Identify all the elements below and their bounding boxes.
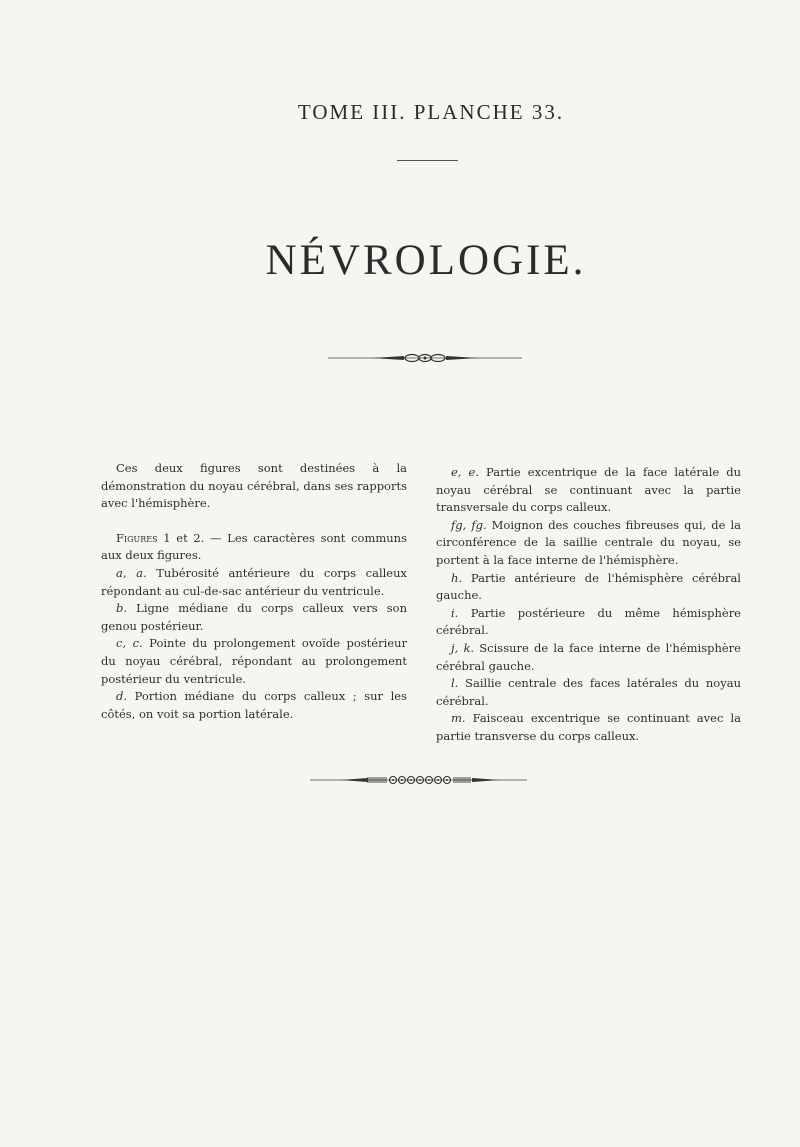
short-rule — [397, 160, 458, 161]
legend-key: l. — [451, 676, 459, 691]
legend-item-d — [101, 688, 407, 723]
legend-key: d. — [116, 689, 128, 704]
page-title: NÉVROLOGIE. — [265, 237, 587, 284]
plate-heading: TOME III. PLANCHE 33. — [297, 100, 565, 124]
legend-text: Scissure de la face interne de l'hémisphère cérébral gauche. — [436, 640, 741, 673]
figures-label: Figures — [116, 530, 158, 545]
legend-key: m. — [451, 711, 466, 726]
legend-item-jk — [436, 640, 741, 675]
legend-item-h — [436, 570, 741, 605]
legend-item-m — [436, 710, 741, 745]
left-column — [101, 460, 407, 723]
legend-key: a, a. — [116, 565, 147, 580]
ornament-divider-bottom — [0, 772, 800, 788]
intro-paragraph: Ces deux figures sont destinées à la démonstration du noyau cérébral, dans ses rapports avec l'hémisphère. — [101, 461, 407, 511]
legend-text: Faisceau excentrique se continuant avec la partie transverse du corps calleux. — [436, 711, 741, 743]
legend-text: Moignon des couches fibreuses qui, de la circonférence de la saillie centrale du noyau, se portent à la face interne de l'hémisphère. — [436, 517, 741, 567]
legend-text: Saillie centrale des faces latérales du noyau cérébral. — [436, 676, 741, 708]
legend-key: e, e. — [451, 465, 479, 479]
legend-text: Pointe du prolongement ovoïde postérieur du noyau cérébral, répondant au prolongement postérieur du ventricule. — [101, 636, 407, 686]
right-column — [436, 464, 741, 746]
figures-text: 1 et 2. — Les caractères sont communs aux deux figures. — [101, 530, 407, 563]
figures-paragraph — [101, 530, 407, 565]
legend-item-c — [101, 635, 407, 688]
legend-item-fg — [436, 517, 741, 570]
legend-text: Tubérosité antérieure du corps calleux répondant au cul-de-sac antérieur du ventricule. — [101, 565, 407, 598]
legend-key: i. — [451, 605, 459, 620]
legend-item-e — [436, 464, 741, 517]
legend-key: b. — [116, 601, 128, 616]
legend-item-a — [101, 565, 407, 600]
legend-key: j, k. — [451, 640, 475, 655]
legend-key: fg, fg. — [451, 517, 487, 532]
legend-key: h. — [451, 570, 463, 585]
ornament-divider-top — [0, 350, 800, 366]
legend-text: Partie postérieure du même hémisphère cérébral. — [436, 605, 741, 638]
legend-text: Ligne médiane du corps calleux vers son genou postérieur. — [101, 601, 407, 633]
legend-text: Partie antérieure de l'hémisphère cérébral gauche. — [436, 570, 741, 603]
legend-text: Partie excentrique de la face latérale du noyau cérébral se continuant avec la partie transversale du corps calleux. — [436, 465, 741, 515]
legend-text: Portion médiane du corps calleux ; sur les côtés, on voit sa portion latérale. — [101, 689, 407, 721]
legend-key: c, c. — [116, 636, 143, 651]
legend-item-i — [436, 605, 741, 640]
legend-item-b — [101, 600, 407, 635]
legend-item-l — [436, 675, 741, 710]
